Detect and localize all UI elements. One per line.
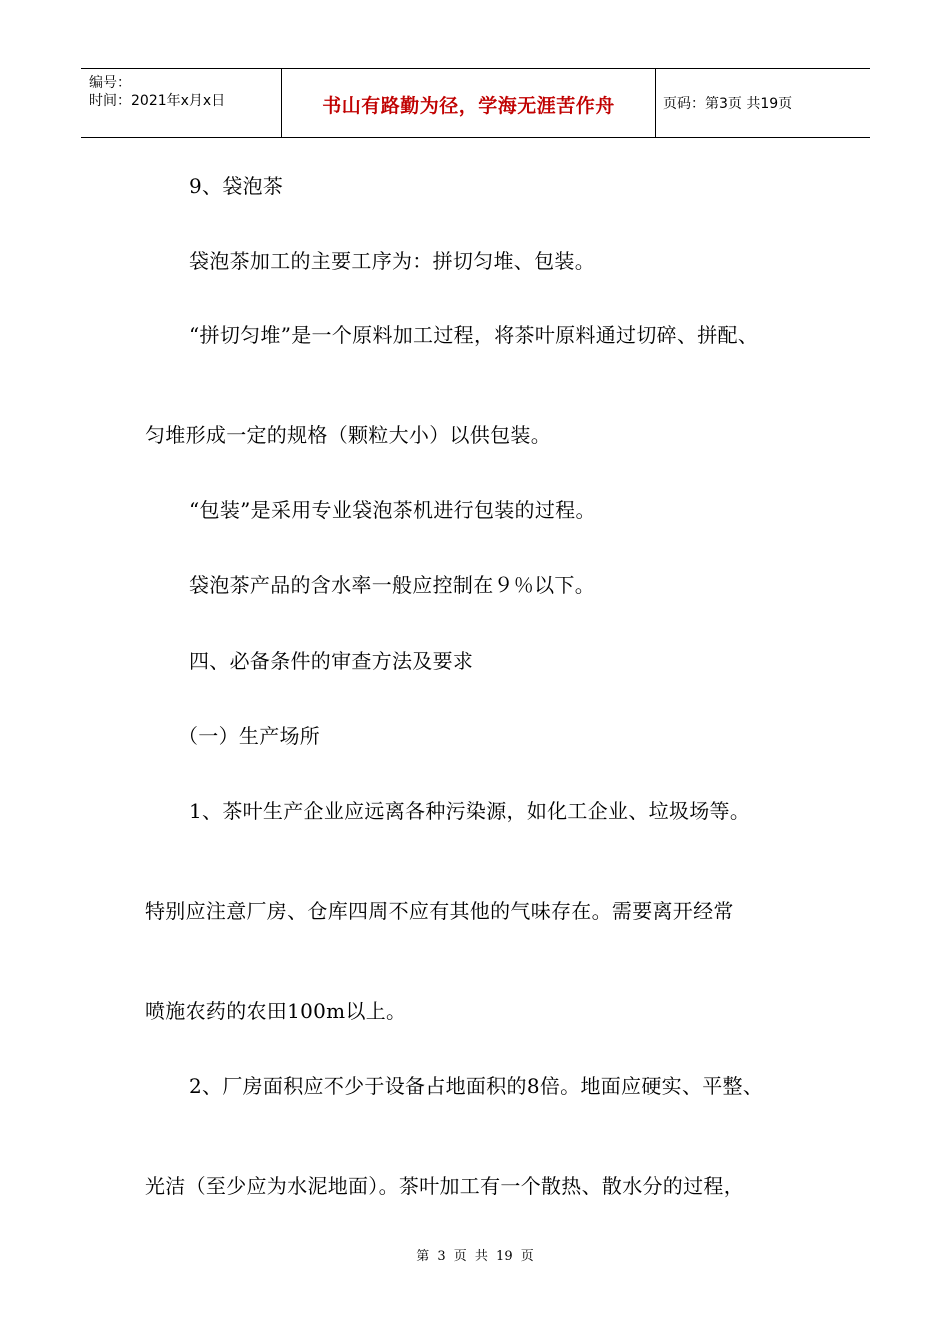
body-line: “包装”是采用专业袋泡茶机进行包装的过程。 (189, 498, 596, 522)
header-middle-cell (281, 69, 656, 137)
body-line: 匀堆形成一定的规格（颗粒大小）以供包装。 (145, 423, 551, 447)
time-label: 时间：2021年x月x日 (89, 93, 226, 109)
body-line: 喷施农药的农田100m以上。 (145, 999, 407, 1023)
body-line: “拼切匀堆”是一个原料加工过程，将茶叶原料通过切碎、拼配、 (189, 323, 759, 347)
body-line: 特别应注意厂房、仓库四周不应有其他的气味存在。需要离开经常 (145, 899, 734, 923)
body-line: 2、厂房面积应不少于设备占地面积的8倍。地面应硬实、平整、 (189, 1074, 764, 1098)
header-motto: 书山有路勤为径，学海无涯苦作舟 (322, 95, 615, 117)
body-line: 1、茶叶生产企业应远离各种污染源，如化工企业、垃圾场等。 (189, 799, 751, 823)
body-line: 四、必备条件的审查方法及要求 (189, 649, 474, 673)
document-header (81, 68, 870, 138)
page-footer: 第 3 页 共 19 页 (416, 1249, 534, 1264)
page-indicator: 页码：第3页 共19页 (663, 96, 793, 112)
body-line: 袋泡茶加工的主要工序为：拼切匀堆、包装。 (189, 249, 595, 273)
body-line: （一）生产场所 (178, 724, 321, 748)
number-label: 编号： (89, 75, 131, 91)
header-right-cell (655, 69, 870, 137)
body-line: 光洁（至少应为水泥地面）。茶叶加工有一个散热、散水分的过程， (145, 1174, 744, 1198)
body-line: 袋泡茶产品的含水率一般应控制在９％以下。 (189, 573, 595, 597)
header-left-cell (81, 69, 281, 137)
body-line: 9、袋泡茶 (189, 174, 284, 198)
